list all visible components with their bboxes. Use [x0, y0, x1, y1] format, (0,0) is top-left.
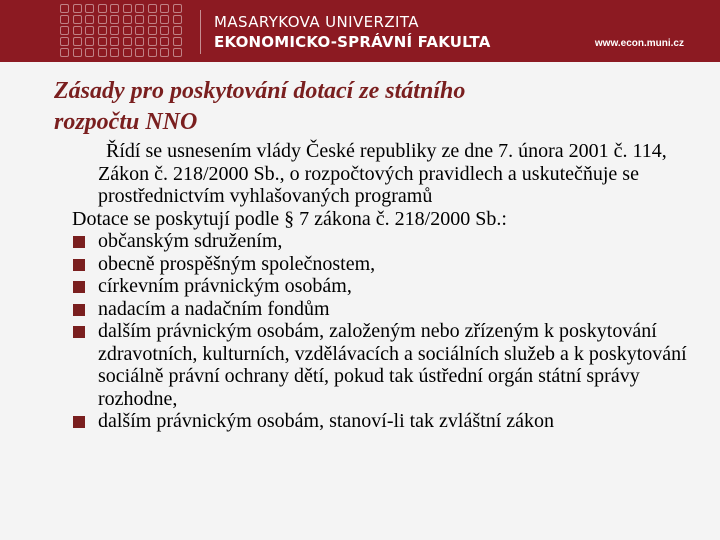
bullet-list	[72, 230, 712, 433]
logo-grid-cell	[98, 48, 107, 57]
square-bullet-icon	[73, 281, 85, 293]
logo-grid-cell	[110, 26, 119, 35]
faculty-name: EKONOMICKO-SPRÁVNÍ FAKULTA	[214, 33, 491, 51]
logo-grid-cell	[160, 48, 169, 57]
list-item-text: občanským sdružením,	[98, 230, 283, 252]
logo-grid-cell	[85, 37, 94, 46]
website-link[interactable]: www.econ.muni.cz	[594, 38, 684, 49]
list-item	[72, 275, 712, 298]
logo-grid-cell	[160, 37, 169, 46]
logo-grid-cell	[73, 37, 82, 46]
logo-grid-cell	[173, 15, 182, 24]
logo-grid-cell	[135, 48, 144, 57]
logo-grid-cell	[85, 48, 94, 57]
square-bullet-icon	[73, 326, 85, 338]
logo-grid-cell	[148, 26, 157, 35]
university-name: MASARYKOVA UNIVERZITA	[214, 13, 419, 31]
logo-grid-cell	[123, 48, 132, 57]
logo-grid-cell	[98, 37, 107, 46]
logo-grid-cell	[135, 37, 144, 46]
square-bullet-icon	[73, 259, 85, 271]
slide-body	[72, 140, 712, 433]
slide-title-line-2: rozpočtu NNO	[54, 109, 198, 135]
logo-grid-cell	[85, 4, 94, 13]
logo-grid-cell	[60, 48, 69, 57]
slide-title	[54, 76, 694, 138]
logo-grid-cell	[160, 15, 169, 24]
logo-grid-cell	[110, 4, 119, 13]
logo-grid-cell	[135, 15, 144, 24]
intro-paragraph: Řídí se usnesením vlády České republiky ze dne 7. února 2001 č. 114, Zákon č. 218/2000 Sb., o rozpočtových pravidlech a uskutečňuje se prostřednictvím vyhlašovaných programů	[98, 140, 667, 207]
list-item	[72, 298, 712, 321]
logo-grid-cell	[148, 48, 157, 57]
logo-grid-cell	[60, 15, 69, 24]
logo-grid-cell	[173, 37, 182, 46]
header-divider	[200, 10, 201, 54]
logo-grid-cell	[160, 4, 169, 13]
list-item-text: církevním právnickým osobám,	[98, 275, 352, 297]
logo-grid-cell	[60, 26, 69, 35]
logo-grid-cell	[135, 26, 144, 35]
list-item	[72, 253, 712, 276]
logo-grid-cell	[135, 4, 144, 13]
square-bullet-icon	[73, 416, 85, 428]
logo-grid-cell	[123, 15, 132, 24]
logo-grid-cell	[123, 4, 132, 13]
logo-grid-cell	[148, 15, 157, 24]
slide-title-line-1: Zásady pro poskytování dotací ze státního	[54, 78, 466, 104]
logo-grid-cell	[123, 26, 132, 35]
logo-grid-cell	[110, 15, 119, 24]
square-bullet-icon	[73, 236, 85, 248]
header-band	[0, 0, 720, 62]
logo-grid-cell	[98, 15, 107, 24]
logo-grid-cell	[85, 15, 94, 24]
logo-grid-cell	[73, 4, 82, 13]
list-item-text: obecně prospěšným společnostem,	[98, 252, 376, 275]
logo-grid-cell	[160, 26, 169, 35]
logo-grid-icon	[60, 0, 190, 62]
logo-grid-cell	[73, 15, 82, 24]
logo-grid-cell	[60, 37, 69, 46]
list-item-text: dalším právnickým osobám, stanoví-li tak zvláštní zákon	[98, 410, 555, 432]
list-item-text: nadacím a nadačním fondům	[98, 297, 330, 320]
logo-grid-cell	[60, 4, 69, 13]
list-item	[72, 230, 712, 253]
logo-grid-cell	[148, 37, 157, 46]
lead-paragraph: Dotace se poskytují podle § 7 zákona č. 218/2000 Sb.:	[72, 207, 507, 230]
logo-grid-cell	[73, 48, 82, 57]
logo-grid-cell	[173, 26, 182, 35]
list-item	[72, 320, 712, 410]
list-item	[72, 410, 712, 433]
square-bullet-icon	[73, 304, 85, 316]
logo-grid-cell	[173, 4, 182, 13]
logo-grid-cell	[173, 48, 182, 57]
logo-grid-cell	[123, 37, 132, 46]
logo-grid-cell	[110, 48, 119, 57]
logo-grid-cell	[98, 26, 107, 35]
logo-grid-cell	[73, 26, 82, 35]
logo-grid-cell	[148, 4, 157, 13]
logo-grid-cell	[98, 4, 107, 13]
list-item-text: dalším právnickým osobám, založeným nebo zřízeným k poskytování zdravotních, kulturních, vzdělávacích a sociálních služeb a k poskytování sociálně právní ochrany dětí, pokud tak ústřední orgán státní správy rozhodne,	[98, 320, 687, 410]
logo-grid-cell	[85, 26, 94, 35]
logo-grid-cell	[110, 37, 119, 46]
